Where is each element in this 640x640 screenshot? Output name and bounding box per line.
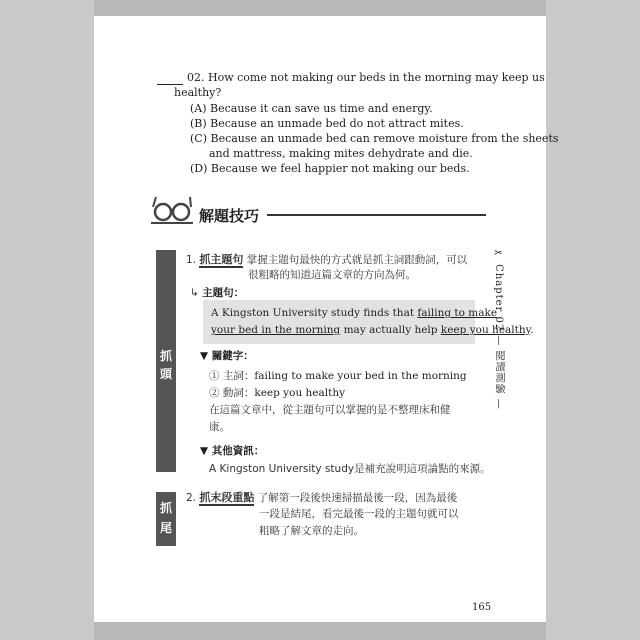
topic-text-c: .: [530, 324, 534, 336]
glasses-icon: [150, 193, 194, 227]
tab-head-char1: 抓: [159, 349, 172, 363]
tab-tail-char1: 抓: [159, 501, 172, 515]
keyword-note2: 康。: [209, 421, 230, 433]
point1-number: 1.: [186, 254, 197, 266]
other-info-label: ▼ 其他資訊：: [200, 445, 265, 457]
option-c-cont: and mattress, making mites dehydrate and die.: [209, 147, 473, 160]
keyword-note1: 在這篇文章中，從主題句可以掌握的是不整理床和健: [209, 404, 451, 416]
tab-grab-head: [156, 250, 176, 472]
topic-underline-3: keep you healthy: [440, 324, 531, 336]
section-rule: [267, 214, 486, 216]
topic-underline-2: your bed in the morning: [211, 324, 341, 336]
option-b: (B) Because an unmade bed do not attract mites.: [190, 117, 464, 130]
point1-tag: 抓主題句: [199, 253, 244, 266]
chapter-running-header: ✂ Chapter 02 — 閱讀測驗 —: [493, 248, 504, 410]
corner-arrow-icon: ↳: [190, 287, 199, 299]
topic-underline-1: failing to make: [417, 307, 498, 319]
topic-text-b: may actually help: [340, 324, 441, 336]
other-info-text: A Kingston University study是補充說明這項論點的來源。: [209, 463, 491, 475]
option-a: (A) Because it can save us time and energy.: [190, 102, 433, 115]
keyword-subject: ① 主詞：failing to make your bed in the morning: [209, 370, 467, 382]
question-line1: [187, 70, 545, 85]
point2-text1: 了解第一段後快速掃描最後一段，因為最後: [257, 492, 458, 504]
page-number: 165: [472, 602, 492, 613]
point1-text2: 很粗略的知道這篇文章的方向為何。: [248, 269, 416, 281]
question-line2: healthy?: [174, 86, 222, 99]
topic-label: 主題句：: [202, 287, 245, 299]
topic-line1: [211, 305, 497, 322]
point2-text2: 一段是結尾，看完最後一段的主題句就可以: [259, 508, 459, 520]
question-stem: How come not making our beds in the morning may keep us: [208, 71, 545, 84]
point2-number: 2.: [186, 492, 197, 504]
point2-tag: 抓末段重點: [199, 491, 255, 504]
option-d: (D) Because we feel happier not making our beds.: [190, 162, 470, 175]
option-c: (C) Because an unmade bed can remove moisture from the sheets: [190, 132, 559, 145]
keywords-label: ▼ 關鍵字：: [200, 350, 254, 362]
point1-text1: 掌握主題句最快的方式就是抓主詞跟動詞，可以: [246, 254, 468, 266]
topic-line2: [211, 322, 534, 339]
topic-text-a: A Kingston University study finds that: [211, 307, 418, 319]
top-strip: [94, 0, 546, 16]
tab-tail-char2: 尾: [159, 521, 172, 535]
point2-text3: 粗略了解文章的走向。: [259, 525, 364, 537]
keyword-verb: ② 動詞：keep you healthy: [209, 387, 346, 399]
tab-head-char2: 頭: [159, 367, 172, 381]
tab-grab-tail: [156, 492, 176, 546]
section-title: 解題技巧: [199, 207, 260, 225]
bottom-strip: [94, 622, 546, 640]
question-number: 02.: [187, 71, 205, 84]
point2-line1: [186, 489, 457, 507]
